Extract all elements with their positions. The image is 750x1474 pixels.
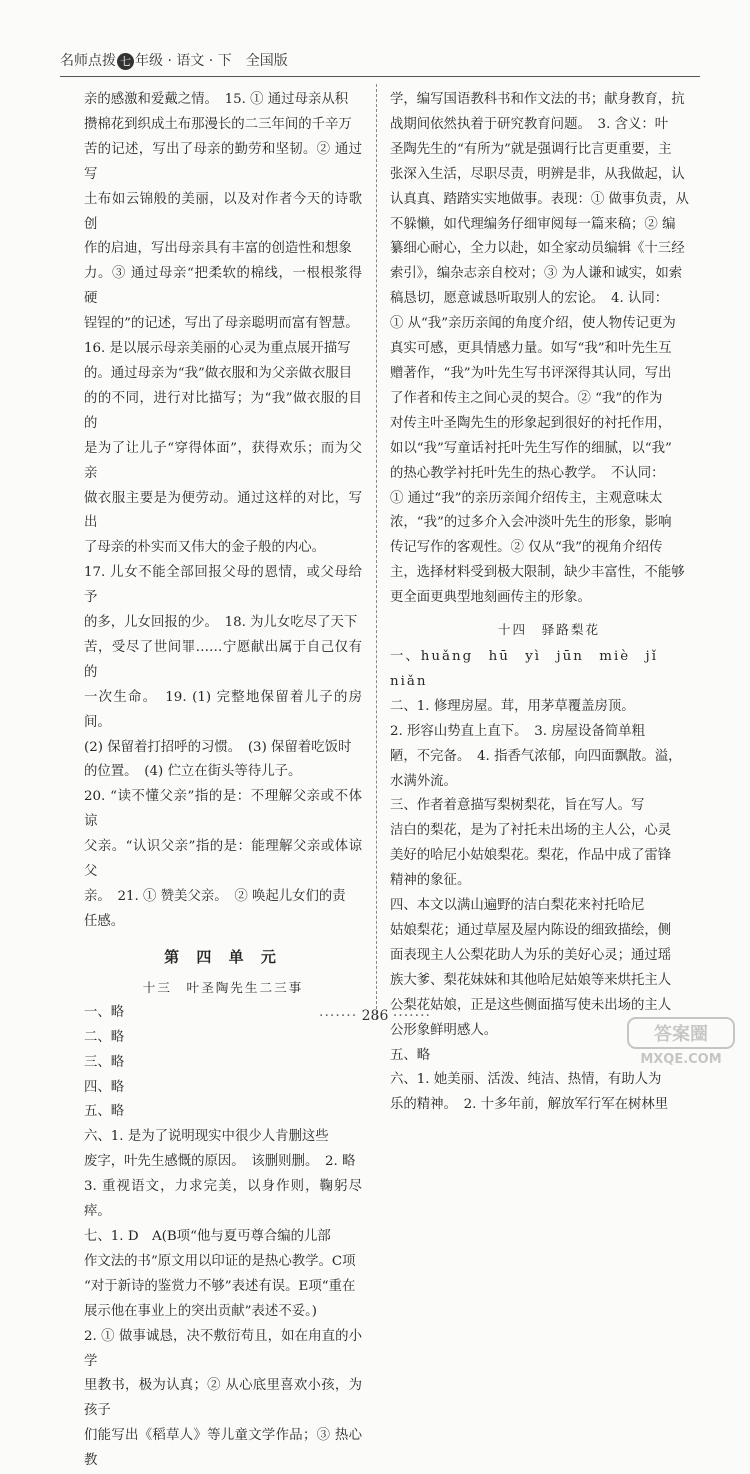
answer-line: 父亲。“认识父亲”指的是：能理解父亲或体谅父 [84, 839, 362, 880]
answer-line: 一、huǎng hū yì jūn miè jǐ [390, 649, 658, 665]
answer-line: 16. 是以展示母亲美丽的心灵为重点展开描写 [84, 341, 351, 357]
footer-dots-left: ······· [319, 1008, 358, 1024]
answer-line: 的的不同，进行对比描写；为“我”做衣服的目的 [84, 390, 362, 431]
answer-line: 做衣服主要是为便劳动。通过这样的对比，写出 [84, 490, 362, 531]
answer-line: 稿恳切，愿意诚恳听取别人的宏论。 4. 认同： [390, 291, 669, 307]
watermark-logo [626, 1016, 736, 1068]
answer-line: 张深入生活，尽职尽责，明辨是非，从我做起，认 [390, 166, 685, 182]
answer-line: 的。通过母亲为“我”做衣服和为父亲做衣服目 [84, 365, 353, 381]
answer-line: 亲。 21. ① 赞美父亲。 ② 唤起儿女们的责 [84, 889, 346, 904]
answer-line: 圣陶先生的“有所为”就是强调行比言更重要，主 [390, 141, 672, 157]
answer-line: 一次生命。 19. (1) 完整地保留着儿子的房间。 [84, 689, 362, 730]
lesson-14-title: 十四 驿路梨花 [497, 622, 601, 638]
answer-line: 攒棉花到织成土布那漫长的二三年间的千辛万 [84, 116, 352, 132]
answer-line: 公形象鲜明感人。 [390, 1022, 498, 1038]
answer-line: 赠著作，“我”为叶先生写书评深得其认同，写出 [390, 365, 672, 381]
lesson-13-title: 十三 叶圣陶先生二三事 [142, 979, 304, 995]
answer-line: 公梨花姑娘，正是这些侧面描写使未出场的主人 [390, 997, 672, 1013]
answer-line: 亲的感激和爱戴之情。 15. ① 通过母亲从积 [84, 92, 349, 107]
answer-line: 一、略 [84, 1004, 125, 1020]
answer-line: 任感。 [84, 913, 125, 929]
answer-line: 更全面更典型地刻画传主的形象。 [390, 590, 591, 606]
answer-line: 六、1. 她美丽、活泼、纯洁、热情，有助人为 [390, 1072, 662, 1088]
answer-line: 面表现主人公梨花助人为乐的美好心灵；通过瑶 [390, 947, 672, 963]
answer-line: 废字，叶先生感慨的原因。 该删则删。 2. 略 [84, 1154, 356, 1170]
answer-line: 如以“我”写童话衬托叶先生写作的细腻，以“我” [390, 440, 672, 456]
answer-line: 七、1. D A(B项“他与夏丏尊合编的儿部 [84, 1228, 331, 1244]
answer-line: 学，编写国语教科书和作文法的书；献身教育，抗 [390, 92, 685, 107]
answer-line: 认真真、踏踏实实地做事。表现：① 做事负责，从 [390, 191, 689, 207]
answer-line: 展示他在事业上的突出贡献”表述不妥。) [84, 1303, 318, 1319]
answer-line: 美好的哈尼小姑娘梨花。梨花，作品中成了雷锋 [390, 848, 672, 864]
answer-line: 传记写作的客观性。② 仅从“我”的视角介绍传 [390, 540, 663, 556]
header-suffix: 年级 · 语文 · 下 全国版 [135, 53, 288, 69]
footer-dots-right: ······· [392, 1008, 431, 1024]
answer-line: 锃锃的”的记述，写出了母亲聪明而富有智慧。 [84, 316, 359, 332]
answer-line: 们能写出《稻草人》等儿童文学作品；③ 热心教 [84, 1428, 362, 1469]
answer-line: 对传主叶圣陶先生的形象起到很好的衬托作用， [390, 415, 672, 431]
answer-line: 四、本文以满山遍野的洁白梨花来衬托哈尼 [390, 898, 645, 914]
answer-line: 三、略 [84, 1054, 125, 1070]
answer-line: 姑娘梨花；通过草屋及屋内陈设的细致描绘，侧 [390, 923, 672, 938]
answer-line: (2) 保留着打招呼的习惯。 (3) 保留着吃饭时 [84, 739, 352, 755]
answer-line: 土布如云锦般的美丽，以及对作者今天的诗歌创 [84, 191, 362, 232]
answer-line: 族大爹、梨花妹妹和其他哈尼姑娘等来烘托主人 [390, 972, 672, 988]
grade-badge: 七 [117, 53, 134, 70]
answer-line: 3. 重视语文，力求完美，以身作则，鞠躬尽瘁。 [84, 1179, 362, 1220]
page-number: 286 [361, 1008, 389, 1024]
right-lines [390, 88, 708, 611]
header-prefix: 名师点拨 [60, 53, 116, 69]
answer-line: 浓，“我”的过多介入会冲淡叶先生的形象，影响 [390, 515, 672, 531]
answer-line: 战期间依然执着于研究教育问题。 3. 含义：叶 [390, 116, 669, 132]
answer-line: 二、略 [84, 1029, 125, 1045]
answer-line: 真实可感，更具情感力量。如写“我”和叶先生互 [390, 341, 672, 357]
answer-line: 作文法的书”原文用以印证的是热心教学。C项 [84, 1253, 356, 1269]
answer-line: 不躲懒，如代理编务仔细审阅每一篇来稿；② 编 [390, 216, 676, 232]
svg-text:答案圈: 答案圈 [654, 1024, 708, 1045]
answer-line: 苦的记述，写出了母亲的勤劳和坚韧。② 通过写 [84, 141, 362, 182]
answer-line: 力。③ 通过母亲“把柔软的棉线，一根根浆得硬 [84, 266, 362, 307]
answer-line: 苦，受尽了世间罪……宁愿献出属于自己仅有的 [84, 639, 362, 680]
answer-line: ① 从“我”亲历亲闻的角度介绍，使人物传记更为 [390, 316, 676, 332]
answer-line: 17. 儿女不能全部回报父母的恩情，或父母给予 [84, 565, 362, 606]
answer-line: 陋，不完备。 4. 指香气浓郁，向四面飘散。溢， [390, 748, 682, 764]
answer-line: 的多，儿女回报的少。 18. 为儿女吃尽了天下 [84, 615, 358, 631]
answer-line: 20. “读不懂父亲”指的是：不理解父亲或不体谅 [84, 789, 362, 830]
answer-line: 水满外流。 [390, 773, 457, 789]
answer-line: “对于新诗的鉴赏力不够”表述有误。E项“重在 [84, 1278, 356, 1294]
answer-line: 六、1. 是为了说明现实中很少人肯删这些 [84, 1129, 329, 1145]
unit-title: 第 四 单 元 [164, 947, 282, 966]
running-header [60, 50, 700, 77]
answer-line: 里教书，极为认真；② 从心底里喜欢小孩，为孩子 [84, 1378, 362, 1419]
answer-line: 五、略 [84, 1104, 125, 1120]
right-column [390, 88, 708, 1118]
answer-line: ① 通过“我”的亲历亲闻介绍传主，主观意味太 [390, 490, 663, 506]
answer-line: 2. 形容山势直上直下。 3. 房屋设备简单粗 [390, 723, 646, 739]
left-lines [84, 88, 362, 935]
answer-line: 纂细心耐心，全力以赴，如全家动员编辑《十三经 [390, 241, 685, 257]
left-column [84, 88, 362, 1474]
answer-line: 乐的精神。 2. 十多年前，解放军行军在树林里 [390, 1097, 669, 1113]
answer-line: 作的启迪，写出母亲具有丰富的创造性和想象 [84, 241, 352, 257]
answer-line: 四、略 [84, 1079, 125, 1095]
answer-line: 了作者和传主之间心灵的契合。② “我”的作为 [390, 390, 663, 406]
answer-line: 的位置。 (4) 伫立在街头等待儿子。 [84, 764, 302, 780]
answer-line: niǎn [390, 673, 428, 689]
answer-line: 的热心教学衬托叶先生的热心教学。 不认同： [390, 465, 665, 481]
answer-line: 是为了让儿子“穿得体面”，获得欢乐；而为父亲 [84, 440, 362, 481]
answer-line: 了母亲的朴实而又伟大的金子般的内心。 [84, 540, 326, 556]
answer-line: 主，选择材料受到极大限制，缺少丰富性，不能够 [390, 565, 685, 581]
answer-line: 索引》，编杂志亲自校对；③ 为人谦和诚实，如索 [390, 266, 683, 282]
answer-line: 五、略 [390, 1047, 431, 1063]
answer-line: 2. ① 做事诚恳，决不敷衍苟且，如在甪直的小学 [84, 1328, 362, 1369]
answer-line: 二、1. 修理房屋。茸，用茅草覆盖房顶。 [390, 698, 635, 714]
answer-line: 三、作者着意描写梨树梨花，旨在写人。写 [390, 798, 645, 814]
svg-text:MXQE.COM: MXQE.COM [640, 1052, 722, 1067]
answer-line: 洁白的梨花，是为了衬托未出场的主人公，心灵 [390, 823, 672, 839]
column-divider [376, 84, 377, 1019]
left2-lines [84, 1001, 362, 1474]
answer-line: 精神的象征。 [390, 873, 471, 889]
